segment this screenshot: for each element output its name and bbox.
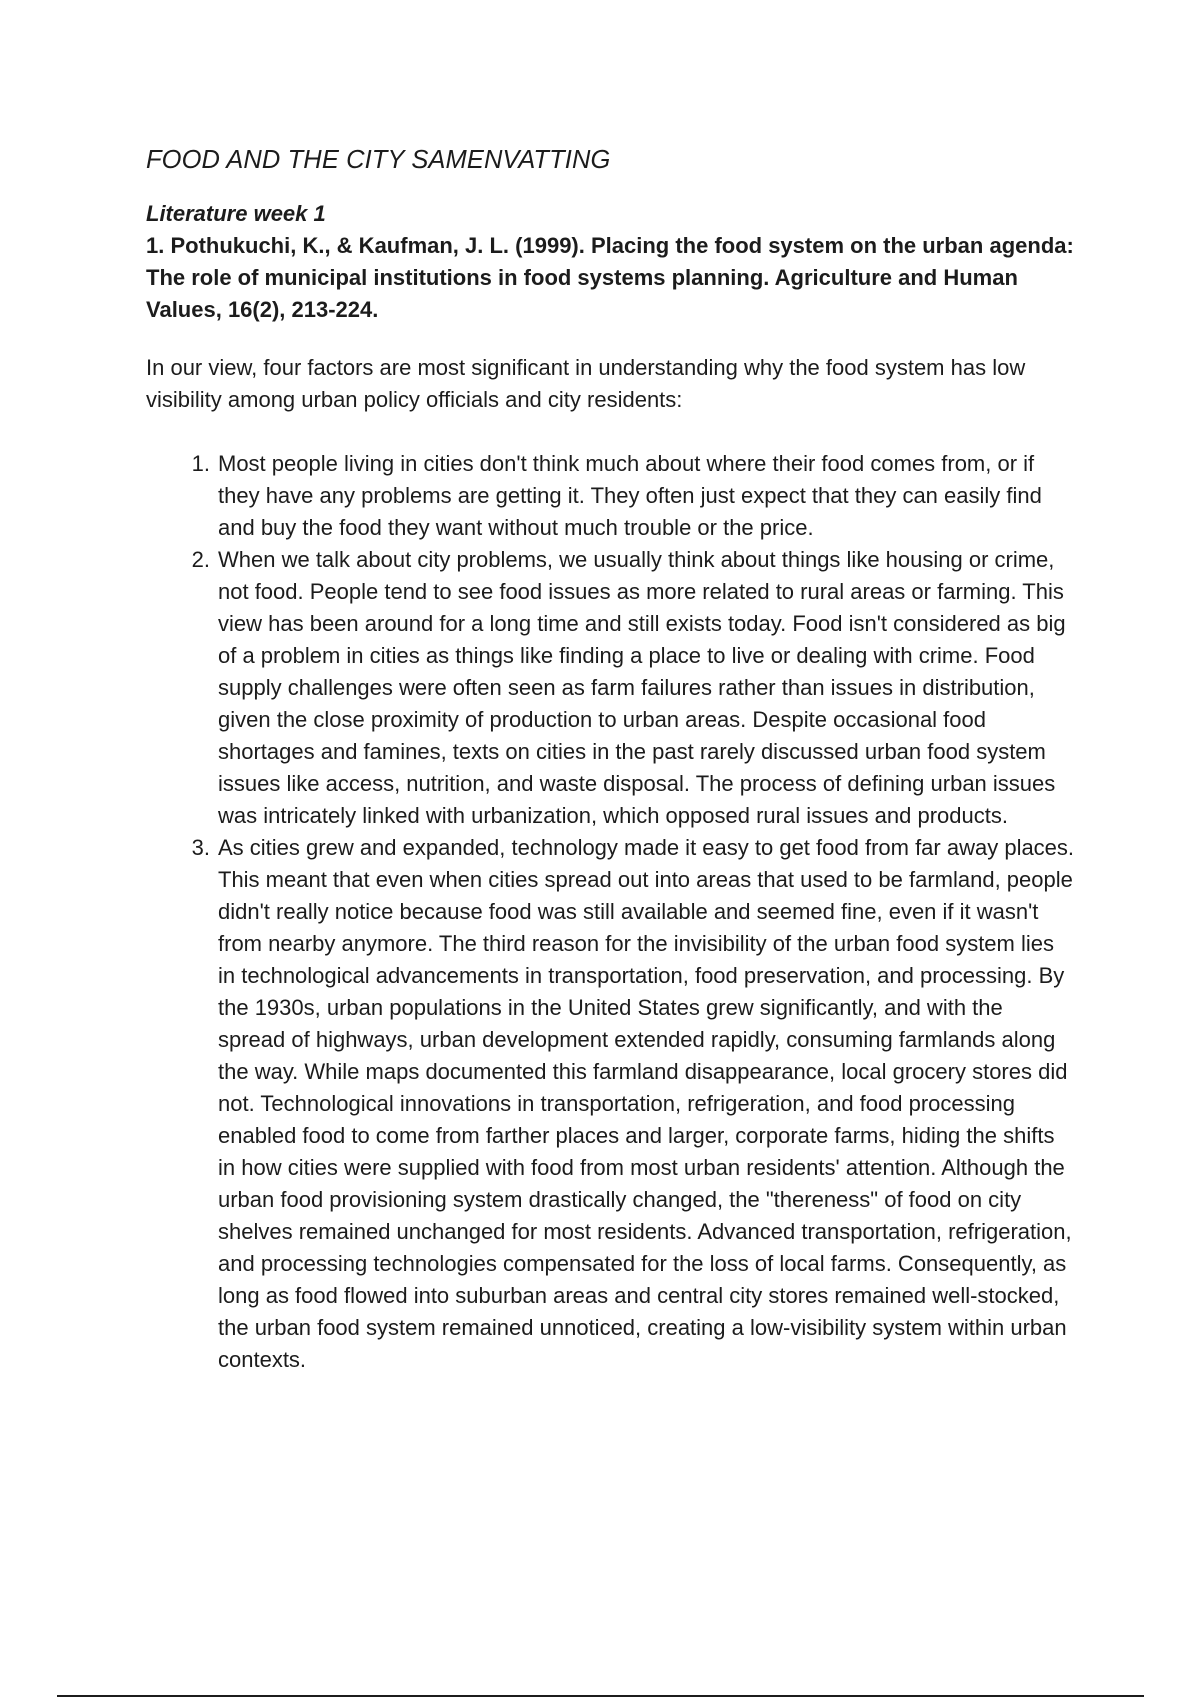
list-item-text: As cities grew and expanded, technology made it easy to get food from far away places. This meant that even when cities spread out into areas that used to be farmland, people didn't really notice because food was still available and seemed fine, even if it wasn't from nearby anymore. The third reason for the invisibility of the urban food system lies in technological advancements in transportation, food preservation, and processing. By the 1930s, urban populations in the United States grew significantly, and with the spread of highways, urban development extended rapidly, consuming farmlands along the way. While maps documented this farmland disappearance, local grocery stores did not. Technological innovations in transportation, refrigeration, and food processing enabled food to come from farther places and larger, corporate farms, hiding the shifts in how cities were supplied with food from most urban residents' attention. Although the urban food provisioning system drastically changed, the "thereness" of food on city shelves remained unchanged for most residents. Advanced transportation, refrigeration, and processing technologies compensated for the loss of local farms. Consequently, as long as food flowed into suburban areas and central city stores remained well-stocked, the urban food system remained unnoticed, creating a low-visibility system within urban contexts. bbox=[218, 835, 1075, 1372]
page-bottom-divider bbox=[57, 1695, 1144, 1697]
document-title: FOOD AND THE CITY SAMENVATTING bbox=[146, 146, 611, 174]
section-label: Literature week 1 bbox=[146, 201, 326, 226]
list-item-text: When we talk about city problems, we usually think about things like housing or crime, not food. People tend to see food issues as more related to rural areas or farming. This view has been around for a long time and still exists today. Food isn't considered as big of a problem in cities as things like finding a place to live or dealing with crime. Food supply challenges were often seen as farm failures rather than issues in distribution, given the close proximity of production to urban areas. Despite occasional food shortages and famines, texts on cities in the past rarely discussed urban food system issues like access, nutrition, and waste disposal. The process of defining urban issues was intricately linked with urbanization, which opposed rural issues and products. bbox=[218, 547, 1066, 828]
reference-citation: 1. Pothukuchi, K., & Kaufman, J. L. (1999). Placing the food system on the urban agenda: The role of municipal institutions in food systems planning. Agriculture and Human Values, 16(2), 213-224. bbox=[146, 233, 1074, 322]
factor-list bbox=[146, 448, 1076, 1376]
list-item-text: Most people living in cities don't think much about where their food comes from, or if they have any problems are getting it. They often just expect that they can easily find and buy the food they want without much trouble or the price. bbox=[218, 451, 1042, 540]
intro-paragraph: In our view, four factors are most significant in understanding why the food system has low visibility among urban policy officials and city residents: bbox=[146, 355, 1026, 412]
list-item-number: 2. bbox=[191, 547, 210, 572]
list-item bbox=[191, 832, 1076, 1376]
list-item bbox=[191, 544, 1076, 832]
list-item bbox=[191, 448, 1076, 544]
document-body bbox=[146, 143, 1076, 1376]
list-item-number: 3. bbox=[191, 835, 210, 860]
list-item-number: 1. bbox=[191, 451, 210, 476]
